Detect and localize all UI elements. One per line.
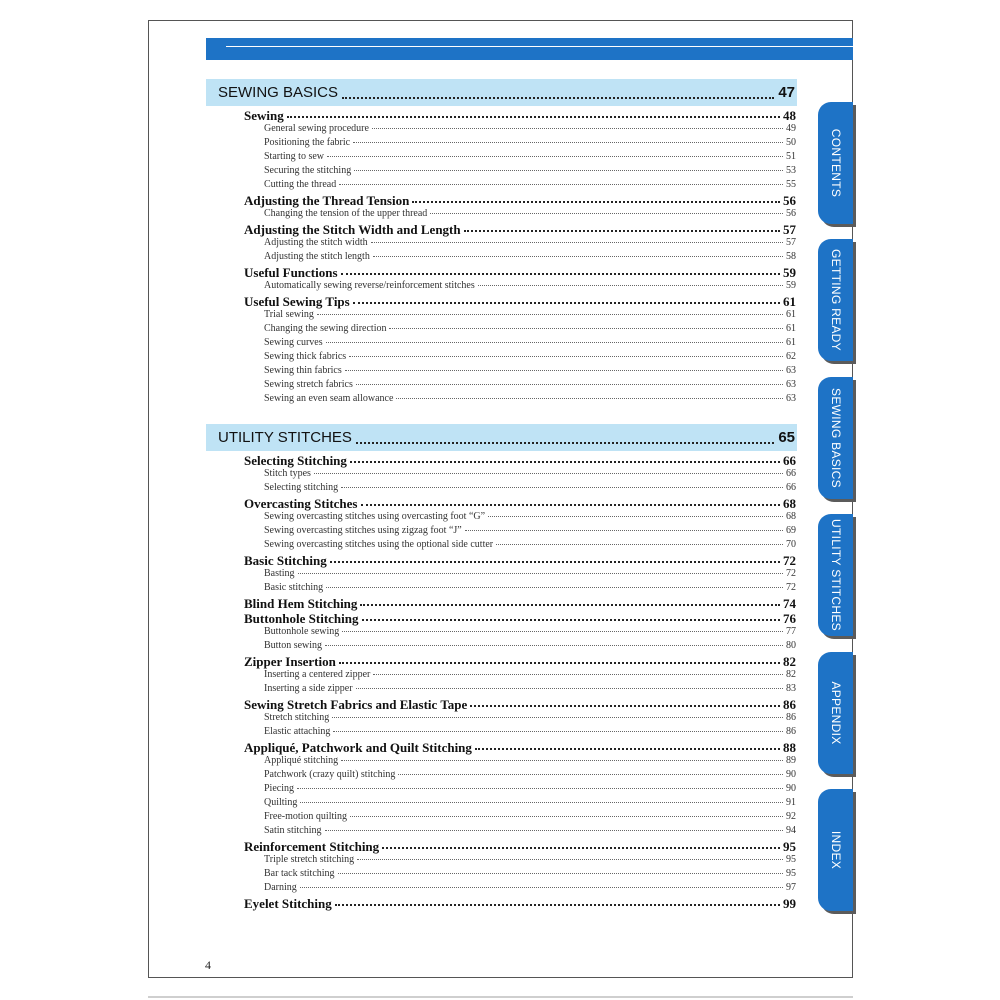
entry-page: 68 xyxy=(783,496,796,511)
entry-title: Buttonhole Stitching xyxy=(244,611,359,626)
toc-subtopic-entry[interactable] xyxy=(244,323,796,337)
leader-dots xyxy=(396,398,783,399)
section-heading-utility-stitches[interactable] xyxy=(206,424,797,451)
toc-subtopic-entry[interactable] xyxy=(244,393,796,407)
entry-title: Inserting a centered zipper xyxy=(264,669,371,680)
toc-topic-entry[interactable] xyxy=(244,654,796,669)
entry-title: Changing the tension of the upper thread xyxy=(264,208,428,219)
leader-dots xyxy=(353,302,780,304)
entry-page: 57 xyxy=(783,222,796,237)
tab-getting-ready[interactable] xyxy=(818,239,853,361)
toc-subtopic-entry[interactable] xyxy=(244,251,796,265)
tab-index[interactable] xyxy=(818,789,853,911)
entry-title: General sewing procedure xyxy=(264,123,369,134)
leader-dots xyxy=(330,561,780,563)
toc-subtopic-entry[interactable] xyxy=(244,151,796,165)
entry-title: Selecting Stitching xyxy=(244,453,347,468)
toc-subtopic-entry[interactable] xyxy=(244,626,796,640)
leader-dots xyxy=(335,904,780,906)
leader-dots xyxy=(300,887,783,888)
leader-dots xyxy=(341,487,783,488)
entry-page: 90 xyxy=(786,769,796,780)
entry-title: Selecting stitching xyxy=(264,482,339,493)
entry-title: Basic Stitching xyxy=(244,553,327,568)
toc-subtopic-entry[interactable] xyxy=(244,669,796,683)
tab-label: APPENDIX xyxy=(828,681,843,745)
entry-page: 89 xyxy=(786,755,796,766)
leader-dots xyxy=(360,604,780,606)
leader-dots xyxy=(382,847,780,849)
entry-title: Adjusting the Thread Tension xyxy=(244,193,410,208)
leader-dots xyxy=(373,256,783,257)
toc-subtopic-entry[interactable] xyxy=(244,882,796,896)
toc-topic-entry[interactable] xyxy=(244,611,796,626)
leader-dots xyxy=(317,314,783,315)
entry-page: 91 xyxy=(786,797,796,808)
toc-subtopic-entry[interactable] xyxy=(244,165,796,179)
entry-page: 69 xyxy=(786,525,796,536)
leader-dots xyxy=(430,213,783,214)
toc-subtopic-entry[interactable] xyxy=(244,337,796,351)
toc-topic-entry[interactable] xyxy=(244,496,796,511)
leader-dots xyxy=(372,128,783,129)
entry-title: Inserting a side zipper xyxy=(264,683,353,694)
leader-dots xyxy=(332,717,783,718)
toc-topic-entry[interactable] xyxy=(244,453,796,468)
entry-title: Zipper Insertion xyxy=(244,654,336,669)
utility-stitches-entries xyxy=(244,453,796,911)
entry-page: 61 xyxy=(786,323,796,334)
entry-title: Satin stitching xyxy=(264,825,322,836)
leader-dots xyxy=(475,748,780,750)
entry-page: 70 xyxy=(786,539,796,550)
entry-page: 74 xyxy=(783,596,796,611)
entry-title: Trial sewing xyxy=(264,309,314,320)
entry-title: Stitch types xyxy=(264,468,311,479)
entry-title: Adjusting the stitch width xyxy=(264,237,368,248)
entry-title: Patchwork (crazy quilt) stitching xyxy=(264,769,396,780)
leader-dots xyxy=(361,504,781,506)
entry-title: Sewing overcasting stitches using zigzag foot “J” xyxy=(264,525,462,536)
leader-dots xyxy=(300,802,783,803)
entry-page: 88 xyxy=(783,740,796,755)
leader-dots xyxy=(333,731,783,732)
leader-dots xyxy=(353,142,783,143)
entry-title: Starting to sew xyxy=(264,151,324,162)
toc-subtopic-entry[interactable] xyxy=(244,683,796,697)
leader-dots xyxy=(412,201,780,203)
toc-subtopic-entry[interactable] xyxy=(244,365,796,379)
toc-subtopic-entry[interactable] xyxy=(244,825,796,839)
entry-title: Useful Functions xyxy=(244,265,338,280)
toc-subtopic-entry[interactable] xyxy=(244,208,796,222)
entry-title: Changing the sewing direction xyxy=(264,323,387,334)
entry-title: Eyelet Stitching xyxy=(244,896,332,911)
tab-label: UTILITY STITCHES xyxy=(828,519,843,631)
toc-topic-entry[interactable] xyxy=(244,553,796,568)
entry-page: 77 xyxy=(786,626,796,637)
toc-topic-entry[interactable] xyxy=(244,740,796,755)
section-title: SEWING BASICS xyxy=(218,84,339,101)
leader-dots xyxy=(350,816,783,817)
toc-subtopic-entry[interactable] xyxy=(244,640,796,654)
toc-subtopic-entry[interactable] xyxy=(244,539,796,553)
tab-label: INDEX xyxy=(828,830,843,870)
leader-dots xyxy=(314,473,783,474)
entry-page: 94 xyxy=(786,825,796,836)
leader-dots xyxy=(465,530,783,531)
leader-dots xyxy=(326,342,783,343)
entry-page: 72 xyxy=(783,553,796,568)
tab-label: SEWING BASICS xyxy=(828,388,843,488)
entry-page: 86 xyxy=(786,712,796,723)
entry-page: 53 xyxy=(786,165,796,176)
tab-appendix[interactable] xyxy=(818,652,853,774)
toc-subtopic-entry[interactable] xyxy=(244,482,796,496)
leader-dots xyxy=(496,544,783,545)
leader-dots xyxy=(350,461,780,463)
entry-page: 90 xyxy=(786,783,796,794)
entry-page: 86 xyxy=(786,726,796,737)
entry-page: 63 xyxy=(786,379,796,390)
toc-subtopic-entry[interactable] xyxy=(244,712,796,726)
entry-title: Darning xyxy=(264,882,297,893)
toc-topic-entry[interactable] xyxy=(244,108,796,123)
leader-dots xyxy=(478,285,783,286)
entry-page: 82 xyxy=(786,669,796,680)
entry-title: Piecing xyxy=(264,783,294,794)
entry-title: Triple stretch stitching xyxy=(264,854,355,865)
entry-page: 68 xyxy=(786,511,796,522)
entry-page: 72 xyxy=(786,568,796,579)
leader-dots xyxy=(464,230,780,232)
leader-dots xyxy=(327,156,783,157)
toc-subtopic-entry[interactable] xyxy=(244,179,796,193)
toc-subtopic-entry[interactable] xyxy=(244,769,796,783)
leader-dots xyxy=(398,774,783,775)
entry-page: 86 xyxy=(783,697,796,712)
toc-topic-entry[interactable] xyxy=(244,839,796,854)
entry-title: Sewing overcasting stitches using overcasting foot “G” xyxy=(264,511,486,522)
entry-page: 61 xyxy=(783,294,796,309)
toc-subtopic-entry[interactable] xyxy=(244,468,796,482)
entry-title: Quilting xyxy=(264,797,298,808)
entry-page: 72 xyxy=(786,582,796,593)
toc-subtopic-entry[interactable] xyxy=(244,568,796,582)
leader-dots xyxy=(362,619,781,621)
entry-page: 63 xyxy=(786,393,796,404)
toc-topic-entry[interactable] xyxy=(244,596,796,611)
entry-title: Automatically sewing reverse/reinforcement stitches xyxy=(264,280,475,291)
toc-subtopic-entry[interactable] xyxy=(244,237,796,251)
leader-dots xyxy=(354,170,783,171)
toc-subtopic-entry[interactable] xyxy=(244,797,796,811)
leader-dots xyxy=(488,516,783,517)
entry-title: Securing the stitching xyxy=(264,165,352,176)
entry-page: 92 xyxy=(786,811,796,822)
leader-dots xyxy=(345,370,783,371)
entry-page: 95 xyxy=(786,854,796,865)
toc-topic-entry[interactable] xyxy=(244,697,796,712)
entry-page: 48 xyxy=(783,108,796,123)
entry-title: Sewing thick fabrics xyxy=(264,351,347,362)
leader-dots xyxy=(325,645,783,646)
toc-subtopic-entry[interactable] xyxy=(244,280,796,294)
leader-dots xyxy=(342,97,774,99)
page-number: 4 xyxy=(205,958,211,972)
entry-title: Blind Hem Stitching xyxy=(244,596,358,611)
entry-title: Adjusting the Stitch Width and Length xyxy=(244,222,461,237)
leader-dots xyxy=(356,442,774,444)
entry-page: 55 xyxy=(786,179,796,190)
entry-page: 49 xyxy=(786,123,796,134)
header-band xyxy=(206,38,853,60)
toc-subtopic-entry[interactable] xyxy=(244,379,796,393)
entry-page: 50 xyxy=(786,137,796,148)
toc-subtopic-entry[interactable] xyxy=(244,868,796,882)
toc-topic-entry[interactable] xyxy=(244,222,796,237)
leader-dots xyxy=(470,705,780,707)
entry-page: 62 xyxy=(786,351,796,362)
toc-topic-entry[interactable] xyxy=(244,193,796,208)
toc-subtopic-entry[interactable] xyxy=(244,811,796,825)
entry-title: Buttonhole sewing xyxy=(264,626,340,637)
entry-page: 56 xyxy=(786,208,796,219)
entry-title: Overcasting Stitches xyxy=(244,496,358,511)
leader-dots xyxy=(298,573,783,574)
tab-label: CONTENTS xyxy=(828,128,843,198)
leader-dots xyxy=(287,116,780,118)
leader-dots xyxy=(389,328,783,329)
leader-dots xyxy=(339,662,780,664)
entry-title: Sewing Stretch Fabrics and Elastic Tape xyxy=(244,697,468,712)
entry-page: 97 xyxy=(786,882,796,893)
entry-page: 63 xyxy=(786,365,796,376)
toc-subtopic-entry[interactable] xyxy=(244,755,796,769)
entry-page: 51 xyxy=(786,151,796,162)
toc-subtopic-entry[interactable] xyxy=(244,511,796,525)
leader-dots xyxy=(373,674,783,675)
leader-dots xyxy=(341,760,783,761)
leader-dots xyxy=(349,356,783,357)
entry-title: Bar tack stitching xyxy=(264,868,335,879)
toc-subtopic-entry[interactable] xyxy=(244,351,796,365)
entry-page: 58 xyxy=(786,251,796,262)
leader-dots xyxy=(297,788,783,789)
tab-sewing-basics[interactable] xyxy=(818,377,853,499)
toc-subtopic-entry[interactable] xyxy=(244,854,796,868)
entry-page: 66 xyxy=(783,453,796,468)
entry-title: Cutting the thread xyxy=(264,179,337,190)
entry-title: Sewing an even seam allowance xyxy=(264,393,394,404)
entry-page: 61 xyxy=(786,337,796,348)
entry-page: 83 xyxy=(786,683,796,694)
section-page: 65 xyxy=(778,429,795,446)
entry-title: Sewing stretch fabrics xyxy=(264,379,353,390)
leader-dots xyxy=(326,587,783,588)
bottom-rule xyxy=(148,996,853,998)
toc-subtopic-entry[interactable] xyxy=(244,123,796,137)
entry-title: Sewing thin fabrics xyxy=(264,365,342,376)
entry-title: Free-motion quilting xyxy=(264,811,348,822)
entry-title: Button sewing xyxy=(264,640,323,651)
entry-title: Sewing overcasting stitches using the optional side cutter xyxy=(264,539,494,550)
entry-page: 99 xyxy=(783,896,796,911)
entry-title: Useful Sewing Tips xyxy=(244,294,350,309)
toc-subtopic-entry[interactable] xyxy=(244,525,796,539)
tab-contents[interactable] xyxy=(818,102,853,224)
tab-utility-stitches[interactable] xyxy=(818,514,853,636)
sewing-basics-entries xyxy=(244,108,796,407)
entry-page: 76 xyxy=(783,611,796,626)
leader-dots xyxy=(356,688,783,689)
entry-page: 59 xyxy=(783,265,796,280)
toc-subtopic-entry[interactable] xyxy=(244,582,796,596)
entry-title: Sewing xyxy=(244,108,284,123)
leader-dots xyxy=(371,242,783,243)
entry-title: Adjusting the stitch length xyxy=(264,251,370,262)
entry-title: Sewing curves xyxy=(264,337,323,348)
entry-title: Appliqué stitching xyxy=(264,755,339,766)
entry-title: Basting xyxy=(264,568,295,579)
entry-page: 66 xyxy=(786,482,796,493)
leader-dots xyxy=(356,384,783,385)
leader-dots xyxy=(342,631,783,632)
section-title: UTILITY STITCHES xyxy=(218,429,352,446)
entry-page: 95 xyxy=(786,868,796,879)
toc-subtopic-entry[interactable] xyxy=(244,726,796,740)
toc-topic-entry[interactable] xyxy=(244,294,796,309)
entry-page: 82 xyxy=(783,654,796,669)
entry-page: 59 xyxy=(786,280,796,291)
entry-title: Positioning the fabric xyxy=(264,137,351,148)
toc-subtopic-entry[interactable] xyxy=(244,137,796,151)
entry-page: 95 xyxy=(783,839,796,854)
entry-title: Reinforcement Stitching xyxy=(244,839,380,854)
section-heading-sewing-basics[interactable] xyxy=(206,79,797,106)
leader-dots xyxy=(338,873,783,874)
leader-dots xyxy=(341,273,780,275)
section-page: 47 xyxy=(778,84,795,101)
tab-label: GETTING READY xyxy=(828,249,843,351)
toc-topic-entry[interactable] xyxy=(244,265,796,280)
entry-title: Stretch stitching xyxy=(264,712,330,723)
toc-subtopic-entry[interactable] xyxy=(244,309,796,323)
leader-dots xyxy=(325,830,784,831)
entry-title: Basic stitching xyxy=(264,582,324,593)
entry-page: 57 xyxy=(786,237,796,248)
leader-dots xyxy=(357,859,783,860)
leader-dots xyxy=(339,184,783,185)
entry-page: 61 xyxy=(786,309,796,320)
entry-title: Appliqué, Patchwork and Quilt Stitching xyxy=(244,740,472,755)
toc-subtopic-entry[interactable] xyxy=(244,783,796,797)
entry-page: 56 xyxy=(783,193,796,208)
entry-page: 80 xyxy=(786,640,796,651)
entry-page: 66 xyxy=(786,468,796,479)
toc-topic-entry[interactable] xyxy=(244,896,796,911)
entry-title: Elastic attaching xyxy=(264,726,331,737)
